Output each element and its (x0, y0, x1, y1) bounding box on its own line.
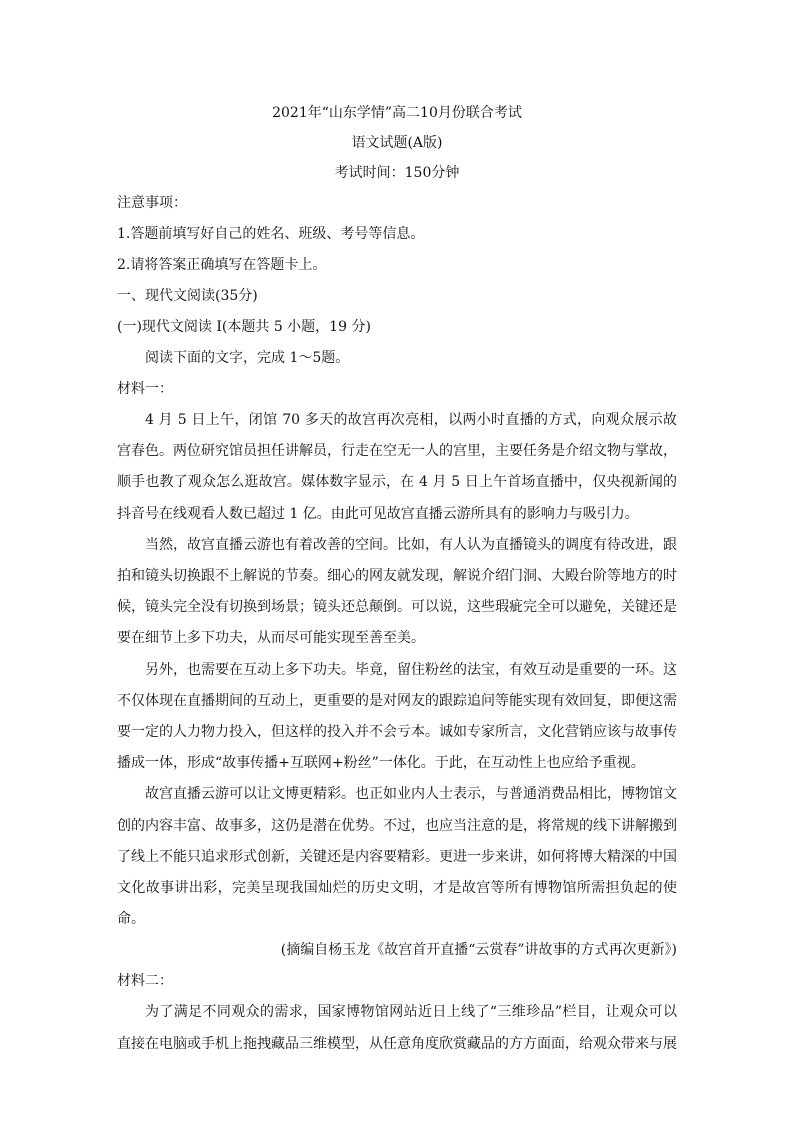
material2-label: 材料二： (117, 973, 173, 990)
material1-paragraph: 另外，也需要在互动上多下功夫。毕竟，留住粉丝的法宝，有效互动是重要的一环。这不仅体现在直播期间的互动上，更重要的是对网友的跟踪追问等能实现有效回复，即便这需要一定的人力物力投入，但这样的投入并不会亏本。诚如专家所言，文化营销应该与故事传播成一体，形成“故事传播+互联网+粉丝”一体化。于此，在互动性上也应给予重视。 (117, 661, 677, 772)
material1-paragraph: 故宫直播云游可以让文博更精彩。也正如业内人士表示，与普通消费品相比，博物馆文创的内容丰富、故事多，这仍是潜在优势。不过，也应当注意的是，将常规的线下讲解搬到了线上不能只追求形式创新，关键还是内容要精彩。更进一步来讲，如何将博大精深的中国文化故事讲出彩，完美呈现我国灿烂的历史文明，才是故宫等所有博物馆所需担负起的使命。 (117, 786, 677, 928)
notes-item: 1.答题前填写好自己的姓名、班级、考号等信息。 (117, 226, 425, 242)
section-subtitle: (一)现代文阅读 I(本题共 5 小题，19 分) (117, 319, 371, 335)
material1-paragraph: 当然，故宫直播云游也有着改善的空间。比如，有人认为直播镜头的调度有待改进，跟拍和镜头切换跟不上解说的节奏。细心的网友就发现，解说介绍门洞、大殿台阶等地方的时候，镜头完全没有切换到场景；镜头还总颠倒。可以说，这些瑕疵完全可以避免，关键还是要在细节上多下功夫，从而尽可能实现至善至美。 (117, 536, 677, 647)
exam-subtitle: 语文试题(A版) (351, 135, 443, 151)
section-instruction: 阅读下面的文字，完成 1～5题。 (145, 350, 350, 366)
material1-paragraph: 4 月 5 日上午，闭馆 70 多天的故宫再次亮相，以两小时直播的方式，向观众展示故宫春色。两位研究馆员担任讲解员，行走在空无一人的宫里，主要任务是介绍文物与掌故，顺手也教了观众怎么逛故宫。媒体数字显示，在 4 月 5 日上午首场直播中，仅央视新闻的抖音号在线观看人数已超过 1 亿。由此可见故宫直播云游所具有的影响力与吸引力。 (117, 412, 677, 522)
section-title: 一、现代文阅读(35分) (117, 288, 258, 304)
notes-item: 2.请将答案正确填写在答题卡上。 (117, 257, 327, 273)
material1-label: 材料一： (117, 381, 173, 397)
exam-time: 考试时间：150分钟 (334, 165, 460, 181)
notes-heading: 注意事项： (117, 195, 187, 211)
material2-paragraph: 为了满足不同观众的需求，国家博物馆网站近日上线了“三维珍品”栏目，让观众可以直接在电脑或手机上拖拽藏品三维模型，从任意角度欣赏藏品的方方面面，给观众带来与展 (117, 1004, 677, 1052)
exam-title: 2021年“山东学情”高二10月份联合考试 (272, 105, 522, 121)
material1-source: (摘编自杨玉龙《故宫首开直播“云赏春”讲故事的方式再次更新》) (280, 942, 677, 959)
exam-page (117, 98, 677, 1060)
